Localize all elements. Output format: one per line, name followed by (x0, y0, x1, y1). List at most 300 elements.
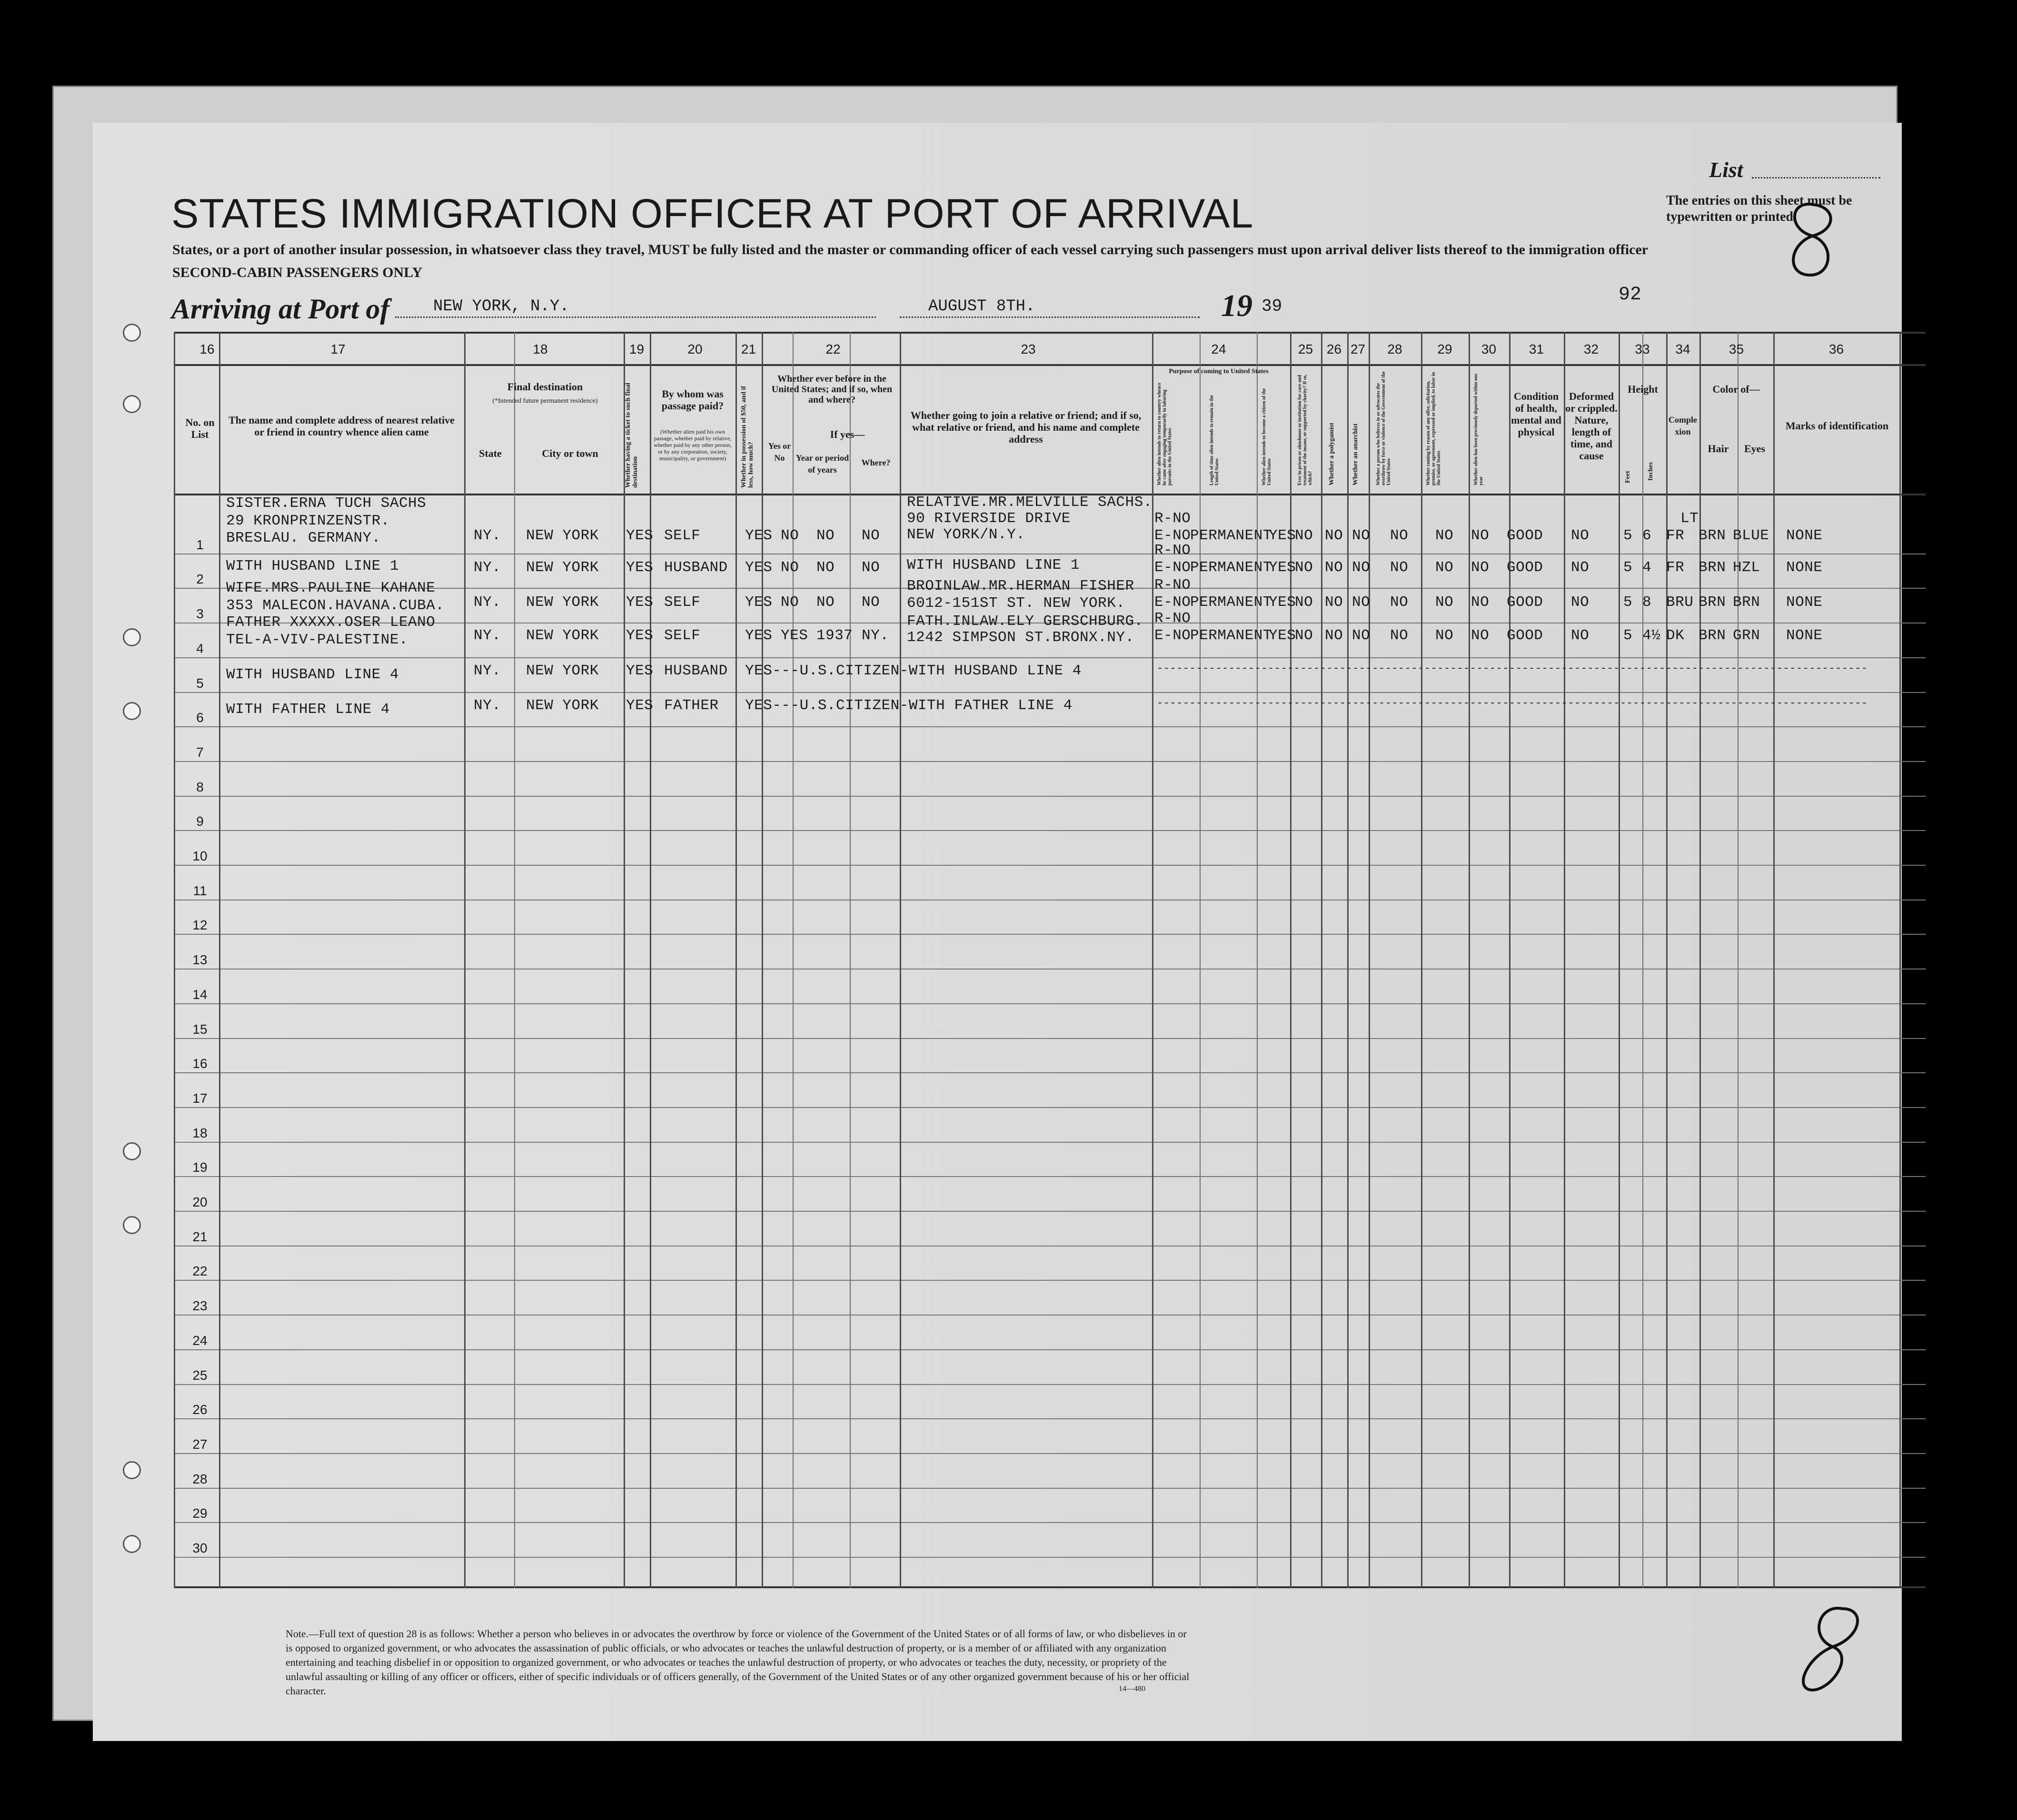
column-number: 18 (533, 342, 548, 356)
eyes-cell: BRN (1733, 594, 1760, 611)
relative-address-line: 29 KRONPRINZENSTR. (226, 513, 390, 529)
header-ever-before: Whether ever before in the United States; and if so, when and where? (771, 374, 893, 405)
marks-cell: NONE (1786, 594, 1823, 611)
header-color-of: Color of— (1712, 383, 1760, 395)
row-number: 26 (192, 1402, 208, 1417)
row-rule (174, 1315, 1926, 1316)
row-rule (174, 830, 1926, 831)
join-relative-line: 6012-151ST ST. NEW YORK. (907, 595, 1125, 612)
header-deported: Whether alien has been previously deported within one year (1473, 374, 1484, 485)
city-cell: NEW YORK (526, 527, 599, 544)
deformed-cell: NO (1571, 627, 1590, 644)
complexion-cell: FR (1666, 559, 1685, 576)
header-q28: Whether a person who believes in or advocates the overthrow by force or violence of the Government of the United States (1376, 371, 1391, 485)
column-number: 35 (1729, 342, 1744, 356)
col-rule (1469, 332, 1470, 1588)
sheet-number: 92 (1619, 284, 1642, 306)
row-rule (174, 1384, 1926, 1385)
header-anarchist: Whether an anarchist (1352, 423, 1359, 485)
header-hair: Hair (1708, 443, 1729, 455)
binder-hole (123, 1461, 141, 1479)
where-cell: NO (862, 594, 880, 611)
state-cell: NY. (474, 627, 501, 644)
header-deformed: Deformed or crippled. Nature, length of time, and cause (1565, 390, 1618, 462)
header-final-destination-note: (*Intended future permanent residence) (492, 397, 598, 405)
column-number: 32 (1583, 342, 1599, 356)
relative-address-line: WITH FATHER LINE 4 (226, 701, 390, 718)
instructions-line: States, or a port of another insular possession, in whatsoever class they travel, MUST be fully listed and the master or commanding officer of each vessel carrying such passengers must upon arrival deliver lists thereof to the immigration officer (172, 242, 1649, 257)
row-number: 7 (196, 744, 204, 760)
ticket-cell: YES (626, 527, 654, 544)
city-cell: NEW YORK (526, 627, 599, 644)
header-feet: Feet (1624, 471, 1631, 483)
purpose-cell: E-NO (1154, 559, 1191, 576)
row-number: 9 (196, 814, 204, 829)
col-rule (1899, 332, 1901, 1588)
offer-cell: NO (1435, 559, 1454, 576)
column-number: 17 (330, 342, 346, 356)
header-where: Where? (861, 458, 891, 467)
ever-before-cell: NO (781, 527, 799, 544)
row-number: 1 (196, 537, 204, 552)
anarchist-cell: NO (1352, 627, 1371, 644)
col-rule (1290, 332, 1292, 1588)
column-number: 33 (1635, 342, 1650, 356)
row-number: 29 (192, 1506, 208, 1521)
col-rule (1738, 332, 1739, 1588)
row-number: 11 (193, 883, 207, 898)
ever-before-cell: NO (781, 594, 799, 611)
row-rule (174, 761, 1926, 762)
hair-cell: BRN (1699, 594, 1726, 611)
row-rule (174, 865, 1926, 866)
class-line: SECOND-CABIN PASSENGERS ONLY (172, 265, 423, 280)
row-number: 20 (192, 1195, 208, 1209)
header-ticket: Whether having a ticket to such final destination (625, 383, 639, 488)
q28-cell: NO (1390, 594, 1409, 611)
hair-cell: BRN (1699, 559, 1726, 576)
column-number: 28 (1387, 342, 1402, 356)
marks-cell: NONE (1786, 559, 1823, 576)
health-cell: GOOD (1507, 594, 1543, 611)
header-going-to-join: Whether going to join a relative or friend; and if so, what relative or friend, and his name and complete address (910, 409, 1142, 445)
row-rule (174, 1557, 1926, 1558)
col-rule (1321, 332, 1322, 1588)
header-condition: Condition of health, mental and physical (1511, 390, 1561, 438)
row-number: 5 (196, 675, 204, 691)
paid-by-cell: FATHER (664, 697, 719, 714)
col-rule (1257, 332, 1258, 1588)
header-no-on-list: No. on List (185, 416, 215, 440)
citizen-span-cell: YES---U.S.CITIZEN-WITH HUSBAND LINE 4 (745, 663, 1082, 679)
header-state: State (479, 447, 502, 459)
join-relative-line: 1242 SIMPSON ST.BRONX.NY. (907, 629, 1134, 646)
length-cell: PERMANENT (1190, 627, 1272, 644)
row-number: 27 (192, 1436, 208, 1452)
table-top-rule (174, 332, 1926, 334)
dash-fill: ------------------------------------------------------------------------------------------------------------- (1157, 663, 1868, 674)
row-number: 13 (192, 952, 208, 968)
feet-cell: 5 (1623, 527, 1633, 544)
prison-cell: NO (1295, 559, 1313, 576)
anarchist-cell: NO (1352, 559, 1371, 576)
footnote-question-28: Note.—Full text of question 28 is as follows: Whether a person who believes in or advocates the overthrow by force or violence of the Government of the United States or of all forms of law, or who disbelieves in or is opposed to organized government, or who advocates the assassination of public officials, or who advocates or teaches the unlawful destruction of property, or is a member of or affiliated with any organization entertaining and teaching disbelief in or opposition to organized government, or who advocates or teaches the unlawful destruction of property, or who advocates or teaches the duty, necessity, or propriety of the unlawful assaulting or killing of any officer or officers, either of specific individuals or of officers generally, of the Government of the United States or of any other organized government because of his or her official character. (286, 1628, 1190, 1697)
header-passage-paid-note: (Whether alien paid his own passage, whether paid by relative, whether paid by any other person, or by any corporation, society, municipality, or government) (654, 428, 732, 462)
relative-address-line: FATHER XXXXX.OSER LEANO (226, 614, 436, 631)
header-if-yes: If yes— (830, 428, 865, 440)
row-number: 17 (192, 1090, 208, 1106)
row-number: 19 (192, 1160, 208, 1175)
where-cell: NY. (862, 627, 889, 644)
city-cell: NEW YORK (526, 663, 599, 679)
row-rule (174, 1280, 1926, 1281)
complexion-cell: BRU (1666, 594, 1694, 611)
paid-by-cell: SELF (664, 627, 701, 644)
column-number: 24 (1211, 342, 1226, 356)
polygamist-cell: NO (1325, 527, 1343, 544)
eyes-cell: HZL (1733, 559, 1760, 576)
row-number: 2 (196, 572, 204, 587)
polygamist-cell: NO (1325, 559, 1343, 576)
marks-cell: NONE (1786, 527, 1823, 544)
binder-hole (123, 395, 141, 413)
money-cell: YES (745, 627, 773, 644)
row-number: 3 (196, 606, 204, 622)
row-rule (174, 1488, 1926, 1489)
city-cell: NEW YORK (526, 697, 599, 714)
row-rule (174, 1418, 1926, 1419)
join-relative-line: RELATIVE.MR.MELVILLE SACHS. (907, 494, 1153, 511)
ticket-cell: YES (626, 559, 654, 576)
prison-cell: NO (1295, 594, 1313, 611)
col-rule (735, 332, 737, 1588)
join-relative-line: 90 RIVERSIDE DRIVE (907, 510, 1071, 527)
year-prefix: 19 (1221, 288, 1252, 323)
column-number: 29 (1437, 342, 1452, 356)
year-cell: NO (816, 559, 835, 576)
col-rule (1773, 332, 1775, 1588)
col-rule (1347, 332, 1349, 1588)
col-rule (1564, 332, 1565, 1588)
join-relative-line: NEW YORK/N.Y. (907, 526, 1025, 543)
header-fifty-dollars: Whether in possession of $50, and if less, how much? (740, 386, 755, 488)
feet-cell: 5 (1623, 559, 1633, 576)
header-yes-no: Yes or No (768, 441, 791, 463)
hair-cell: BRN (1699, 627, 1726, 644)
row-rule (174, 1349, 1926, 1350)
form-number: 14—480 (1119, 1685, 1145, 1693)
col-rule (219, 332, 220, 1588)
header-year: Year or period of years (795, 453, 849, 475)
relative-address-line: WITH HUSBAND LINE 1 (226, 558, 399, 574)
col-rule (1200, 332, 1201, 1588)
header-complexion: Complexion (1669, 415, 1697, 436)
q28-cell: NO (1390, 559, 1409, 576)
row-rule (174, 1142, 1926, 1143)
deported-cell: NO (1471, 527, 1490, 544)
column-number: 25 (1298, 342, 1313, 356)
binder-hole (123, 324, 141, 342)
citizen-span-cell: YES---U.S.CITIZEN-WITH FATHER LINE 4 (745, 697, 1073, 714)
join-relative-line: FATH.INLAW.ELY GERSCHBURG. (907, 613, 1143, 630)
row-rule (174, 1176, 1926, 1177)
ticket-cell: YES (626, 594, 654, 611)
port-value: NEW YORK, N.Y. (433, 297, 569, 316)
column-number: 30 (1481, 342, 1497, 356)
binder-hole (123, 1142, 141, 1160)
state-cell: NY. (474, 697, 501, 714)
row-rule (174, 1003, 1926, 1004)
row-rule (174, 1107, 1926, 1108)
deformed-cell: NO (1571, 527, 1590, 544)
ever-before-cell: NO (781, 559, 799, 576)
col-rule (850, 332, 851, 1588)
health-cell: GOOD (1507, 527, 1543, 544)
ticket-cell: YES (626, 697, 654, 714)
header-inches: Inches (1647, 462, 1654, 481)
row-number: 12 (192, 918, 208, 933)
relative-address-line: SISTER.ERNA TUCH SACHS (226, 495, 427, 512)
ticket-cell: YES (626, 627, 654, 644)
header-passage-paid: By whom was passage paid? (661, 388, 724, 412)
offer-cell: NO (1435, 594, 1454, 611)
relative-address-line: 353 MALECON.HAVANA.CUBA. (226, 597, 445, 614)
date-line (900, 317, 1200, 318)
paid-by-cell: SELF (664, 527, 701, 544)
polygamist-cell: NO (1325, 594, 1343, 611)
city-cell: NEW YORK (526, 594, 599, 611)
header-final-destination: Final destination (507, 381, 583, 393)
column-number: 23 (1021, 342, 1036, 356)
polygamist-cell: NO (1325, 627, 1343, 644)
port-line (395, 317, 876, 318)
purpose-r-cell: R-NO (1154, 542, 1191, 559)
state-cell: NY. (474, 559, 501, 576)
ticket-cell: YES (626, 663, 654, 679)
col-rule (624, 332, 625, 1588)
date-value: AUGUST 8TH. (928, 297, 1035, 316)
deformed-cell: NO (1571, 559, 1590, 576)
typewritten-note: The entries on this sheet must be typewritten or printed. (1666, 193, 1852, 224)
citizen-cell: YES (1269, 594, 1296, 611)
feet-cell: 5 (1623, 594, 1633, 611)
paid-by-cell: SELF (664, 594, 701, 611)
join-relative-line: WITH HUSBAND LINE 1 (907, 557, 1080, 574)
column-number: 36 (1828, 342, 1844, 356)
q28-cell: NO (1390, 627, 1409, 644)
row-rule (174, 726, 1926, 727)
row-rule (174, 796, 1926, 797)
row-rule (174, 1211, 1926, 1212)
complexion-cell: FR (1666, 527, 1685, 544)
header-marks: Marks of identification (1785, 420, 1889, 432)
length-cell: PERMANENT (1190, 559, 1272, 576)
marks-cell: NONE (1786, 627, 1823, 644)
purpose-r-cell: R-NO (1154, 510, 1191, 527)
col-rule (1509, 332, 1510, 1588)
deported-cell: NO (1471, 594, 1490, 611)
relative-address-line: WITH HUSBAND LINE 4 (226, 666, 399, 683)
row-number: 25 (192, 1367, 208, 1383)
anarchist-cell: NO (1352, 594, 1371, 611)
col-rule (762, 332, 763, 1588)
column-number: 20 (687, 342, 703, 356)
header-height: Height (1628, 383, 1658, 395)
header-city-or-town: City or town (542, 447, 598, 459)
ever-before-cell: YES (781, 627, 808, 644)
row-rule (174, 692, 1926, 693)
paid-by-cell: HUSBAND (664, 663, 728, 679)
row-rule (174, 1072, 1926, 1073)
col-rule (1642, 332, 1643, 1588)
row-number: 4 (196, 641, 204, 656)
feet-cell: 5 (1623, 627, 1633, 644)
list-label: List (1709, 158, 1743, 182)
header-rule (174, 364, 1926, 366)
row-number: 14 (192, 987, 208, 1002)
table-bottom-rule (174, 1586, 1926, 1588)
q28-cell: NO (1390, 527, 1409, 544)
relative-address-line: TEL-A-VIV-PALESTINE. (226, 632, 408, 648)
col-rule (1619, 332, 1620, 1588)
row-rule (174, 657, 1926, 658)
deformed-cell: NO (1571, 594, 1590, 611)
row-number: 6 (196, 710, 204, 725)
row-number: 24 (192, 1333, 208, 1348)
row-number: 16 (192, 1056, 208, 1071)
money-cell: YES (745, 559, 773, 576)
col-rule (464, 332, 466, 1588)
col-rule (793, 332, 794, 1588)
column-number: 27 (1350, 342, 1366, 356)
col-rule (1421, 332, 1422, 1588)
col-rule (1666, 332, 1668, 1588)
money-cell: YES (745, 527, 773, 544)
list-number-line (1752, 177, 1880, 178)
col-rule (174, 332, 175, 1588)
inches-cell: 4 (1642, 559, 1652, 576)
hair-cell: BRN (1699, 527, 1726, 544)
header-offer: Whether coming by reason of any offer, solicitation, promise, or agreement, expressed or implied, to labor in the United States (1426, 372, 1441, 485)
join-relative-line: BROINLAW.MR.HERMAN FISHER (907, 578, 1134, 594)
header-purpose: Purpose of coming to United States (1169, 368, 1269, 375)
column-number: 31 (1529, 342, 1544, 356)
handwritten-eight-top (1780, 195, 1842, 281)
year-cell: 1937 (816, 627, 853, 644)
row-number: 30 (192, 1541, 208, 1555)
row-rule (174, 1453, 1926, 1454)
page-title: STATES IMMIGRATION OFFICER AT PORT OF ARRIVAL (171, 191, 1254, 237)
row-number: 8 (196, 779, 204, 794)
relative-address-line: BRESLAU. GERMANY. (226, 530, 381, 546)
inches-cell: 4½ (1642, 627, 1661, 644)
row-number: 15 (192, 1021, 208, 1037)
col-rule (650, 332, 651, 1588)
column-number: 16 (199, 342, 215, 356)
col-rule (900, 332, 901, 1588)
header-eyes: Eyes (1744, 443, 1765, 455)
purpose-cell: E-NO (1154, 527, 1191, 544)
year-suffix: 39 (1262, 297, 1282, 316)
offer-cell: NO (1435, 627, 1454, 644)
binder-hole (123, 1216, 141, 1234)
handwritten-eight-bottom (1790, 1599, 1871, 1699)
city-cell: NEW YORK (526, 559, 599, 576)
prison-cell: NO (1295, 527, 1313, 544)
health-cell: GOOD (1507, 559, 1543, 576)
state-cell: NY. (474, 663, 501, 679)
column-number: 21 (741, 342, 756, 356)
deported-cell: NO (1471, 559, 1490, 576)
length-cell: PERMANENT (1190, 527, 1272, 544)
header-polygamist: Whether a polygamist (1328, 423, 1335, 485)
inches-cell: 8 (1642, 594, 1652, 611)
col-rule (1699, 332, 1701, 1588)
where-cell: NO (862, 559, 880, 576)
prison-cell: NO (1295, 627, 1313, 644)
col-rule (1369, 332, 1370, 1588)
citizen-cell: YES (1269, 527, 1296, 544)
inches-cell: 6 (1642, 527, 1652, 544)
offer-cell: NO (1435, 527, 1454, 544)
header-intends-return: Whether alien intends to return to country whence he came after engaging temporarily in laboring pursuits in the United States (1157, 382, 1172, 485)
purpose-r-cell: R-NO (1154, 610, 1191, 627)
eyes-cell: GRN (1733, 627, 1760, 644)
citizen-cell: YES (1269, 559, 1296, 576)
col-rule (514, 332, 515, 1588)
column-number: 19 (629, 342, 645, 356)
money-cell: YES (745, 594, 773, 611)
binder-hole (123, 628, 141, 646)
header-become-citizen: Whether alien intends to become a citizen of the United States (1262, 388, 1272, 485)
column-number: 26 (1326, 342, 1342, 356)
length-cell: PERMANENT (1190, 594, 1272, 611)
row-number: 22 (192, 1264, 208, 1279)
dash-fill: ------------------------------------------------------------------------------------------------------------- (1157, 697, 1868, 709)
header-prison: Ever in prison or almshouse or institution for care and treatment of the insane, or supported by charity? If so, which? (1297, 374, 1313, 485)
deported-cell: NO (1471, 627, 1490, 644)
paid-by-cell: HUSBAND (664, 559, 728, 576)
row-rule (174, 934, 1926, 935)
column-number: 22 (825, 342, 841, 356)
row-number: 10 (192, 849, 208, 863)
row-rule (174, 1038, 1926, 1039)
year-cell: NO (816, 594, 835, 611)
eyes-cell: BLUE (1733, 527, 1769, 544)
state-cell: NY. (474, 527, 501, 544)
complexion-cell: DK (1666, 627, 1685, 644)
row-number: 21 (192, 1229, 208, 1244)
state-cell: NY. (474, 594, 501, 611)
purpose-cell: E-NO (1154, 627, 1191, 644)
purpose-cell: E-NO (1154, 594, 1191, 611)
relative-address-line: WIFE.MRS.PAULINE KAHANE (226, 580, 436, 596)
header-nearest-relative: The name and complete address of nearest relative or friend in country whence alien came (229, 414, 455, 438)
purpose-r-cell: R-NO (1154, 577, 1191, 593)
binder-hole (123, 1535, 141, 1553)
row-number: 18 (192, 1125, 208, 1140)
binder-hole (123, 702, 141, 720)
year-cell: NO (816, 527, 835, 544)
row-rule (174, 1522, 1926, 1523)
complexion-top-cell: LT (1680, 510, 1699, 527)
health-cell: GOOD (1507, 627, 1543, 644)
row-number: 28 (192, 1471, 208, 1486)
col-rule (1152, 332, 1153, 1588)
where-cell: NO (862, 527, 880, 544)
row-number: 23 (192, 1298, 208, 1314)
column-number: 34 (1675, 342, 1690, 356)
